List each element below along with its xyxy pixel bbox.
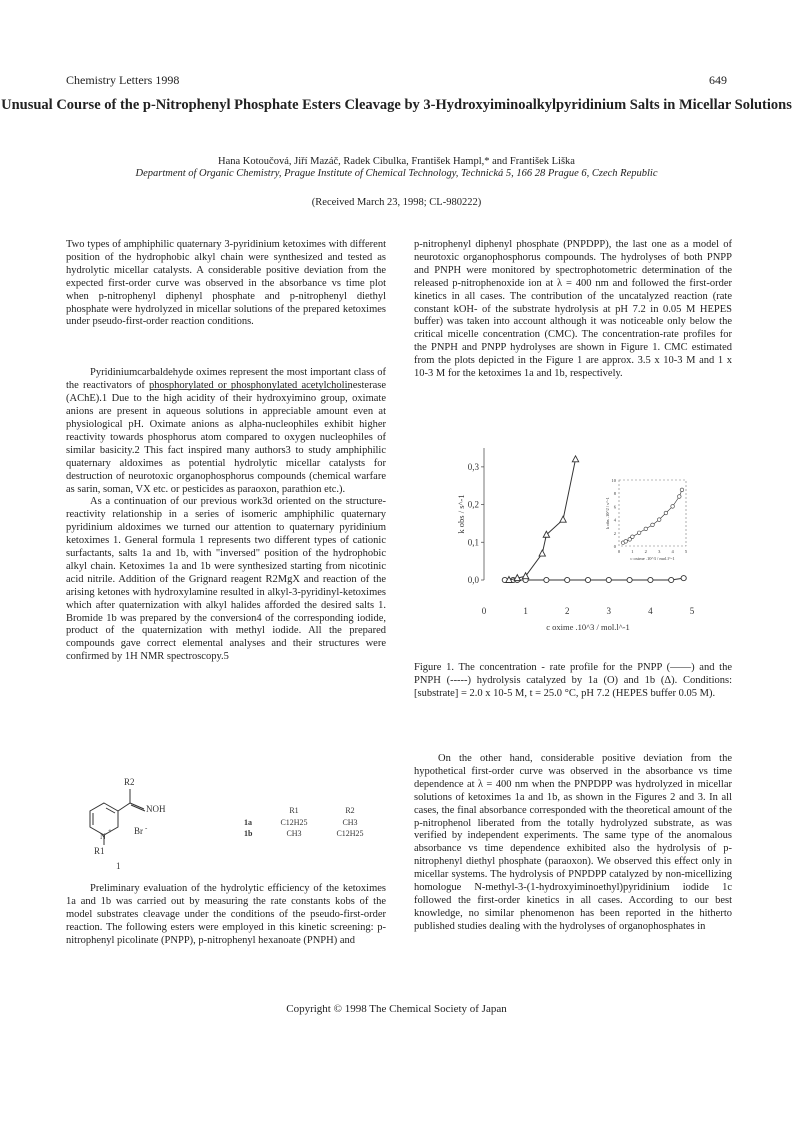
inset-chart (605, 478, 688, 561)
data-point-1b (539, 550, 545, 556)
inset-y-tick-label: 0 (613, 544, 616, 549)
compound-number: 1 (116, 861, 121, 871)
affiliation: Department of Organic Chemistry, Prague Institute of Chemical Technology, Technická 5, 166 28 Prague 6, Czech Republic (135, 168, 658, 179)
x-tick-label: 5 (689, 606, 695, 616)
data-point-1b (560, 516, 566, 522)
table-header-r2: R2 (345, 806, 355, 815)
x-tick-label: 4 (648, 606, 653, 616)
right-column-bottom (414, 753, 732, 934)
pyridine-ring (90, 789, 145, 845)
page-number: 649 (709, 73, 727, 87)
y-tick-label: 0,1 (467, 537, 479, 548)
inset-data-point (637, 531, 641, 535)
inset-data-point (678, 495, 682, 499)
inset-y-tick-label: 6 (613, 504, 616, 510)
inset-x-tick-label: 3 (658, 549, 661, 554)
inset-x-tick-label: 0 (617, 549, 621, 554)
chemical-structure (66, 773, 386, 873)
data-point-1a (627, 577, 632, 582)
inset-data-point (680, 488, 684, 492)
inset-data-point (651, 523, 655, 527)
nitrogen-label: N (100, 832, 106, 841)
data-point-1a (565, 577, 570, 582)
left-column-bottom (66, 883, 386, 948)
data-point-1a (669, 577, 674, 582)
inset-data-point (631, 535, 635, 539)
minus-charge: - (145, 824, 148, 832)
inset-y-tick-label: 4 (613, 517, 616, 523)
body-paragraph: As a continuation of our previous work3d oriented on the structure-reactivity relationship in a series of isomeric amphiphilic quaternary pyridinium aldoximes we turned our attention to quaternary pyridinium ketoximes 1. General formula 1 represents two different types of cationic surfactants, salts 1a and 1b, with "inversed" position of the hydrophobic alkyl chain. Ketoximes 1a and 1b were synthesized starting from nicotinic acid nitrile. Addition of the Grignard reagent R2MgX and reaction of the arising ketones with hydroxylamine resulted in alkyl-3-pyridinyl-ketoximes which after quaternization with alkyl halides afforded the desired salts 1. Bromide 1b was prepared by the conversion4 of the corresponding iodide, product of the quaternization with methyl iodide. All the prepared compounds gave correct elemental analyses and their structures were confirmed by 1H NMR spectroscopy.5 (66, 496, 386, 663)
inset-data-point (671, 505, 675, 509)
x-tick-label: 0 (481, 606, 487, 616)
y-tick-label: 0,0 (467, 575, 479, 585)
abstract-divider (150, 389, 350, 390)
row-id: 1a (244, 818, 252, 827)
data-point-1a (681, 576, 686, 581)
table-header-r1: R1 (289, 806, 299, 815)
abstract: Two types of amphiphilic quaternary 3-pyridinium ketoximes with different position of the hydrophobic alkyl chain were synthesized and tested as hydrolytic micellar catalysts. A considerable positive deviation from the expected first-order curve was observed in the absorbance vs time plot when p-nitrophenyl diphenyl phosphate and p-nitrophenyl diethyl phosphate were hydrolyzed in micellar solutions of the prepared ketoximes under pseudo-first-order reaction conditions. (66, 239, 386, 328)
inset-x-tick-label: 1 (631, 549, 634, 554)
data-point-1a (606, 577, 611, 582)
received-date: (Received March 23, 1998; CL-980222) (311, 197, 482, 208)
inset-data-point (657, 518, 661, 522)
x-tick-label: 1 (523, 606, 528, 616)
figure-1-chart (414, 438, 732, 638)
body-paragraph: Preliminary evaluation of the hydrolytic efficiency of the ketoximes 1a and 1b was carried out by measuring the rate constants kobs of the model substrates cleavage under the conditions of the pseudo-first-order reaction. The following esters were employed in this kinetic screening: p-nitrophenyl picolinate (PNPP), p-nitrophenyl hexanoate (PNPH) and (66, 883, 386, 946)
left-column (66, 239, 386, 664)
right-column-top (414, 239, 732, 381)
inset-frame (619, 480, 686, 546)
y-tick-label: 0,3 (467, 461, 479, 472)
x-tick-label: 3 (606, 606, 612, 616)
inset-x-tick-label: 4 (671, 549, 674, 554)
copyright-footer: Copyright © 1998 The Chemical Society of Japan (286, 1003, 507, 1015)
data-point-1a (648, 577, 653, 582)
inset-x-tick-label: 2 (644, 549, 647, 554)
data-point-1b (572, 456, 578, 462)
y-tick-label: 0,2 (467, 499, 479, 510)
r2-label: R2 (124, 777, 135, 787)
authors: Hana Kotoučová, Jiří Mazáč, Radek Cibulka, František Hampl,* and František Liška (218, 156, 575, 167)
figure-caption: Figure 1. The concentration - rate profile for the PNPP (——) and the PNPH (-----) hydrolysis catalyzed by 1a (O) and 1b (Δ). Conditions: [substrate] = 2.0 x 10-5 M, t = 25.0 °C, pH 7.2 (HEPES buffer 0.05 M). (414, 662, 732, 699)
article-title: Unusual Course of the p-Nitrophenyl Phosphate Esters Cleavage by 3-Hydroxyiminoalkylpyridinium Salts in Micellar Solutions (1, 97, 792, 113)
inset-y-axis-label: k obs .10^2 / s^-1 (605, 497, 610, 529)
journal-name: Chemistry Letters 1998 (66, 73, 180, 87)
row-id: 1b (244, 829, 253, 838)
data-point-1a (585, 577, 590, 582)
body-paragraph: On the other hand, considerable positive deviation from the hypothetical first-order curve was observed in the absorbance vs time dependence at λ = 400 nm when the PNPDPP was hydrolyzed in micellar solutions of ketoximes 1a and 1b, as shown in the Figures 2 and 3. In all cases, the final absorbance corresponded with the theoretical amount of the p-nitrophenol liberated from the totally hydrolyzed substrate, as was verified by independent experiments. The same type of the anomalous absorbance vs time dependence exhibited also the hydrolysis of p-nitrophenyl diethyl phosphate (paraoxon). We observed this effect only in micellar systems. The hydrolysis of PNPDPP catalyzed by non-micellizing homologue N-methyl-3-(1-hydroxyiminoethyl)pyridinium iodide 1c followed the first-order kinetics in all cases. According to our best knowledge, no similar phenomenon has been reported in the hitherto published studies dealing with the hydrolyses of organophosphates in (414, 753, 732, 932)
r1-label: R1 (94, 846, 105, 856)
data-point-1a (544, 577, 549, 582)
body-paragraph: Pyridiniumcarbaldehyde oximes represent the most important class of the reactivators of phosphorylated or phosphonylated acetylcholinesterase (AChE).1 Due to the high acidity of their hydroxyimino group, oximate anions are present in aqueous solutions in appreciable amount even at physiological pH. Oximate anions as alpha-nucleophiles exhibit higher reactivity towards phosphorus atom compared to oxygen nucleophiles of similar basicity.2 This fact inspired many authors3 to study amphiphilic quaternary aldoximes as potential hydrolytic micellar catalysts for destruction of neurotoxic organophosphorus compounds (chemical warfare as sarin, soman, VX etc. or pesticides as paraoxon, parathion etc.). (66, 367, 386, 495)
inset-data-point (664, 511, 668, 515)
inset-x-axis-label: c oxime .10^3 / mol.l^-1 (630, 556, 675, 561)
row-r1: C12H25 (280, 818, 308, 827)
inset-data-point (644, 527, 648, 531)
noh-label: NOH (146, 804, 166, 814)
x-axis-label: c oxime .10^3 / mol.l^-1 (546, 622, 630, 632)
inset-y-tick-label: 8 (613, 491, 616, 497)
inset-y-tick-label: 2 (613, 530, 616, 536)
x-tick-label: 2 (564, 606, 570, 616)
bromide-label: Br (134, 826, 143, 836)
series-line-1a (505, 578, 684, 580)
inset-data-point (624, 540, 628, 544)
inset-y-tick-label: 10 (611, 478, 616, 483)
plus-charge: + (108, 827, 112, 835)
series-line-1b (509, 459, 576, 580)
row-r1: CH3 (286, 829, 302, 838)
y-axis-label: k obs / s^-1 (456, 494, 466, 534)
body-paragraph: p-nitrophenyl diphenyl phosphate (PNPDPP), the last one as a model of neurotoxic organophosphorus compounds. The hydrolyses of both PNPP and PNPH were monitored by spectrophotometric determination of the released p-nitrophenoxide ion at λ = 400 nm and followed the first-order kinetics in all cases. The contribution of the uncatalyzed reaction (rate constant kOH- of the substrate hydrolysis at pH 7.2 in 0.05 M HEPES buffer) was taken into account although it was noticeable only below the critical micelle concentration (CMC). The concentration-rate profiles for the PNPH and PNPP hydrolyses are shown in Figure 1. CMC estimated from the plots depicted in the Figure 1 are approx. 3.5 x 10-3 M and 1 x 10-3 M for the ketoximes 1a and 1b, respectively. (414, 239, 732, 380)
inset-x-tick-label: 5 (684, 549, 688, 554)
row-r2: C12H25 (336, 829, 364, 838)
row-r2: CH3 (342, 818, 358, 827)
